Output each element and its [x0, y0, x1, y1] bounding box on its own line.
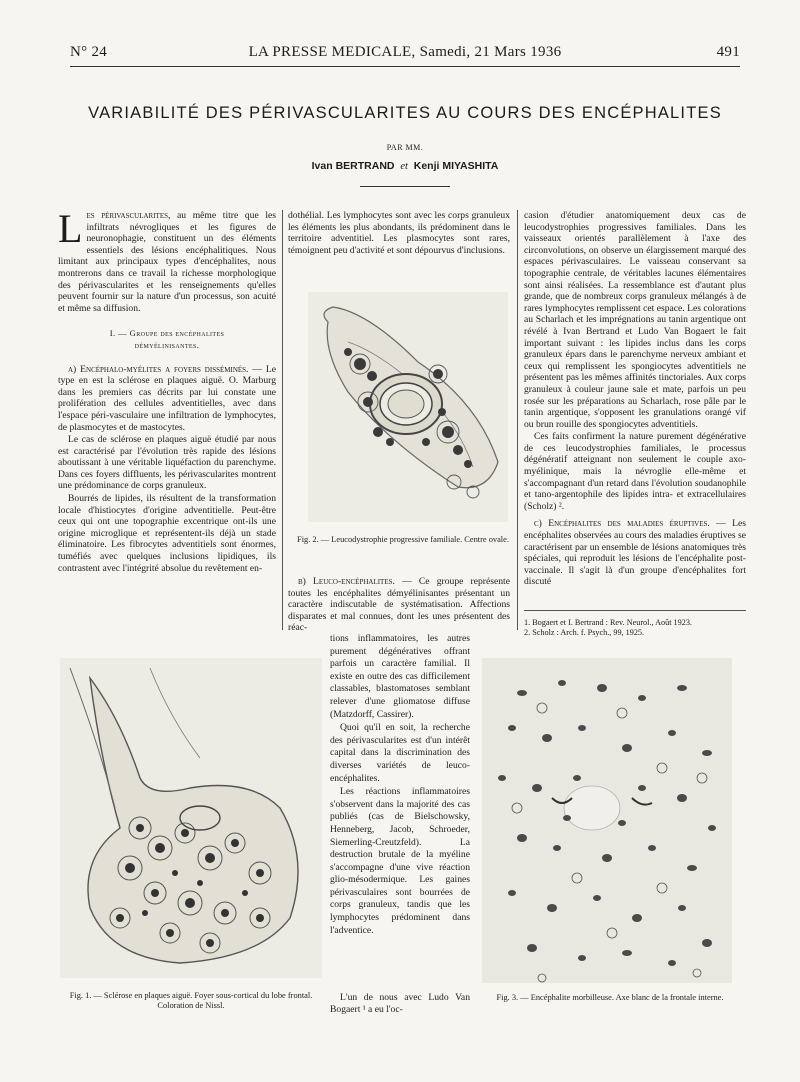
figure-1-drawing: [60, 658, 322, 978]
subsection-a-text: Le type en est la sclérose en plaques aiguë. O. Marburg dans les premiers cas décrits par lui constate une prolifération des cellules adventitielles, avec dans l'espace péri-vasculaire une infiltration de lymphocytes, de plasmocytes et de mastocytes.: [58, 363, 276, 433]
authors: [70, 160, 740, 172]
figure-3-image: [482, 658, 732, 983]
paragraph: casion d'étudier anatomiquement deux cas de leucodystrophies progressives familiales. Dans les vaisseaux orientés parallèlement à l'axe des circonvolutions, on observe un élargissement marqué des espaces périvasculaires. Le vaisseau conservant sa topographie centrale, de véritables lacunes élémentaires sont ainsi réalisées. La ressemblance est d'autant plus grande, que de nombreux corps granuleux mélangés à de rares lymphocytes remplissent cet espace. Les colorations au Scharlach et les imprégnations au tanin argentique ont révélé à Ivan Bertrand et Ludo Van Bogaert le fait important suivant : les lipides inclus dans les corps granuleux épars dans le parenchyme nerveux ambiant et ceux qui remplissent les spongiocytes adventitiels ne présentent pas les mêmes affinités tinctoriales. Aux corps granuleux à couleur jaune sale et mate, parfois un peu rosée sur les préparations au Scharlach, rose pâle par le tanin argentique, s'opposent les granulations orangé vif ou brun rouille des spongiocytes adventitiels.: [524, 210, 746, 430]
column-2-continued: [288, 576, 510, 635]
subsection-a-label: a) Encéphalo-myélites a foyers disséminés. —: [68, 363, 262, 375]
intro-paragraph: [58, 206, 276, 314]
subsection-c-text: Les encéphalites observées au cours des maladies éruptives se caractérisent par un ensemble de lésions anatomiques très spéciales, qui reproduit les lésions de l'encéphalite post-vaccinale. Il s'agit là d'un groupe d'encéphalites fort discuté: [524, 518, 746, 588]
column-divider: [517, 210, 518, 630]
section-heading: [58, 328, 276, 351]
header-rule: [70, 66, 740, 67]
subsection-b: [288, 576, 510, 634]
figure-3-caption: Fig. 3. — Encéphalite morbilleuse. Axe blanc de la frontale interne.: [496, 993, 724, 1002]
author-1: Ivan BERTRAND: [311, 160, 395, 172]
subsection-c-label: c) Encéphalites des maladies éruptives. —: [534, 518, 726, 530]
paragraph: Bourrés de lipides, ils résultent de la transformation locale d'histiocytes d'origine adventitielle. Peut-être ceux qui ont une topographie excentrique ont-ils une origine microglique et représentent-ils déjà un stade éliminatoire. Les fibrocytes adventitiels sont énormes, tuméfiés avec quelques inclusions lipidiques, ils contrastent avec l'intégrité absolue du revêtement en-: [58, 493, 276, 574]
paragraph: dothélial. Les lymphocytes sont avec les corps granuleux les éléments les plus abondants, ils prédominent dans le territoire adventitiel. Les plasmocytes sont rares, témoignent peu d'activité et sont dépourvus d'inclusions.: [288, 210, 510, 256]
figure-1-caption: Fig. 1. — Sclérose en plaques aiguë. Foyer sous-cortical du lobe frontal. Coloration de Nissl.: [69, 991, 313, 1010]
figure-2-image: [308, 292, 508, 522]
journal-title: LA PRESSE MEDICALE, Samedi, 21 Mars 1936: [248, 44, 562, 60]
intro-smallcaps: es périvascularites,: [86, 210, 171, 221]
column-2: [288, 210, 510, 257]
paragraph: L'un de nous avec Ludo Van Bogaert ¹ a eu l'oc-: [330, 992, 470, 1015]
figure-2-drawing: [308, 292, 508, 522]
issue-number: N° 24: [70, 44, 108, 60]
paragraph: Ces faits confirment la nature purement dégénérative de ces leucodystrophies familiales, le processus dégénératif atteignant non seulement le couple axo-myélinique, mais la névroglie elle-même et s'accompagnant d'un retard dans l'évolution soudanophile et tano-argentophile des lipides intra- et extracellulaires (Scholz) ².: [524, 431, 746, 512]
column-3: [524, 210, 746, 589]
section-heading-line1: I. — Groupe des encéphalites: [109, 328, 225, 339]
author-2: Kenji MIYASHITA: [413, 160, 499, 172]
figure-2-caption: Fig. 2. — Leucodystrophie progressive familiale. Centre ovale.: [297, 535, 509, 544]
column-1: [58, 206, 276, 575]
figure-1-image: [60, 658, 322, 978]
subsection-a: [58, 364, 276, 434]
subsection-b-label: b) Leuco-encéphalites. —: [298, 576, 412, 587]
page-number: 491: [716, 44, 740, 60]
figure-3-drawing: [482, 658, 732, 983]
article-title: VARIABILITÉ DES PÉRIVASCULARITES AU COURS DES ENCÉPHALITES: [88, 104, 722, 122]
footnote-2: 2. Scholz : Arch. f. Psych., 99, 1925.: [524, 628, 645, 638]
footnote-rule: [524, 610, 746, 611]
running-header: [70, 44, 740, 66]
subsection-c: [524, 518, 746, 588]
footnotes: [524, 618, 746, 639]
middle-column: [330, 633, 470, 938]
paragraph: Le cas de sclérose en plaques aiguë étudié par nous est caractérisé par l'évolution très rapide des lésions aboutissant à une véritable liquéfaction du parenchyme. Dans ces foyers diffluents, les périvascularites montrent une prédominance de corps granuleux.: [58, 434, 276, 492]
author-conjunction: et: [400, 161, 408, 172]
column-divider: [282, 210, 283, 630]
paragraph: tions inflammatoires, les autres purement dégénératives offrant parfois un caractère familial. Il existe en outre des cas difficilement classables, blastomatoses semblant relever d'une gliomatose diffuse (Matzdorff, Cassirer).: [330, 633, 470, 720]
middle-column-end: [330, 992, 470, 1017]
byline-prefix: PAR MM.: [386, 143, 424, 152]
paragraph: Les réactions inflammatoires s'observent dans la majorité des cas publiés (cas de Bielschowsky, Henneberg, Jacob, Schroeder, Siemerling-Creutzfeld). La destruction brutale de la myéline s'accompagne d'une vive réaction glio-mésodermique. Les gaines périvasculaires sont bourrées de corps granuleux, tandis que les lymphocytes prédominent dans l'adventice.: [330, 786, 470, 936]
intro-text: au même titre que les infiltrats névrogliques et les figures de neuronophagie, constituent un des éléments essentiels des lésions encéphalitiques. Nous limitant aux principaux types d'encéphalites, nous montrerons dans ce travail la richesse morphologique des périvascularites et les renseignements qu'elles peuvent fournir sur la nature d'un processus, son acuité et même sa diffusion.: [58, 210, 276, 314]
section-heading-line2: démyélinisantes.: [134, 339, 200, 350]
footnote-1: 1. Bogaert et I. Bertrand : Rev. Neurol., Août 1923.: [524, 618, 692, 627]
paragraph: Quoi qu'il en soit, la recherche des périvascularites est d'un intérêt capital dans la discrimination des diverses variétés de leuco-encéphalites.: [330, 722, 470, 784]
drop-cap: L: [58, 206, 83, 251]
title-rule: [360, 186, 450, 187]
subsection-b-text: Ce groupe représente toutes les encéphalites démyélinisantes présentant un caractère indiscutable de systématisation. Affections disparates et mal connues, dont les unes présentent des réac-: [288, 576, 510, 634]
